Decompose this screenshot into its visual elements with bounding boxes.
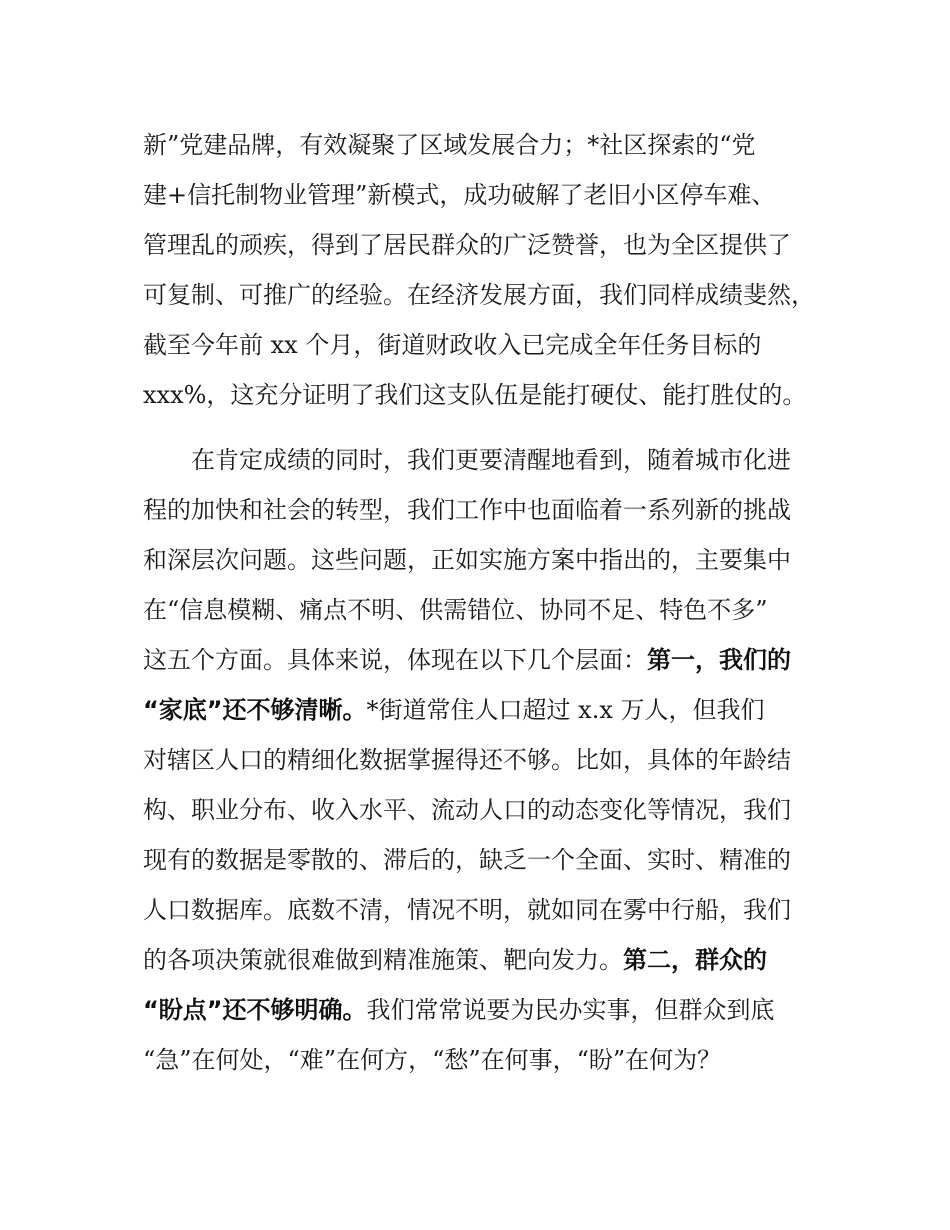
paragraph-2-line-12 <box>143 990 775 1030</box>
paragraph-2-line-9: 现有的数据是零散的、滞后的，缺乏一个全面、实时、精准的 <box>143 846 791 874</box>
paragraph-2-line-5-text: 这五个方面。具体来说，体现在以下几个层面： <box>143 646 647 674</box>
paragraph-2-line-7: 对辖区人口的精细化数据掌握得还不够。比如，具体的年龄结 <box>143 746 791 774</box>
paragraph-1-line-4: 可复制、可推广的经验。在经济发展方面，我们同样成绩斐然， <box>143 281 815 309</box>
paragraph-2-line-10: 人口数据库。底数不清，情况不明，就如同在雾中行船，我们 <box>143 896 791 924</box>
paragraph-2-line-11-text: 的各项决策就很难做到精准施策、靶向发力。 <box>143 946 623 974</box>
point-two-heading-start: 第二，群众的 <box>623 946 767 974</box>
paragraph-1-line-5: 截至今年前 xx 个月，街道财政收入已完成全年任务目标的 <box>143 331 762 359</box>
paragraph-2-line-5 <box>143 640 791 680</box>
paragraph-2-line-1: 在肯定成绩的同时，我们更要清醒地看到，随着城市化进 <box>191 446 791 474</box>
paragraph-2-line-2: 程的加快和社会的转型，我们工作中也面临着一系列新的挑战 <box>143 496 791 524</box>
paragraph-2-line-8: 构、职业分布、收入水平、流动人口的动态变化等情况，我们 <box>143 796 791 824</box>
paragraph-2-line-12-text: 我们常常说要为民办实事，但群众到底 <box>366 996 775 1024</box>
paragraph-1-line-3: 管理乱的顽疾，得到了居民群众的广泛赞誉，也为全区提供了 <box>143 231 791 259</box>
paragraph-2-line-3: 和深层次问题。这些问题，正如实施方案中指出的，主要集中 <box>143 546 791 574</box>
paragraph-2-line-6 <box>143 690 765 730</box>
paragraph-2-line-6-text: *街道常住人口超过 x.x 万人，但我们 <box>366 696 765 724</box>
point-two-heading-end: “盼点”还不够明确。 <box>143 996 367 1024</box>
paragraph-2-line-13: “急”在何处，“难”在何方，“愁”在何事，“盼”在何为？ <box>143 1046 722 1074</box>
point-one-heading-end: “家底”还不够清晰。 <box>143 696 367 724</box>
paragraph-2-line-4: 在“信息模糊、痛点不明、供需错位、协同不足、特色不多” <box>143 596 768 624</box>
paragraph-2-line-11 <box>143 940 767 980</box>
paragraph-1-line-6: xxx%，这充分证明了我们这支队伍是能打硬仗、能打胜仗的。 <box>143 381 807 409</box>
paragraph-1-line-1: 新”党建品牌，有效凝聚了区域发展合力；*社区探索的“党 <box>143 131 756 159</box>
paragraph-1-line-2: 建+信托制物业管理”新模式，成功破解了老旧小区停车难、 <box>143 181 776 209</box>
point-one-heading-start: 第一，我们的 <box>647 646 791 674</box>
